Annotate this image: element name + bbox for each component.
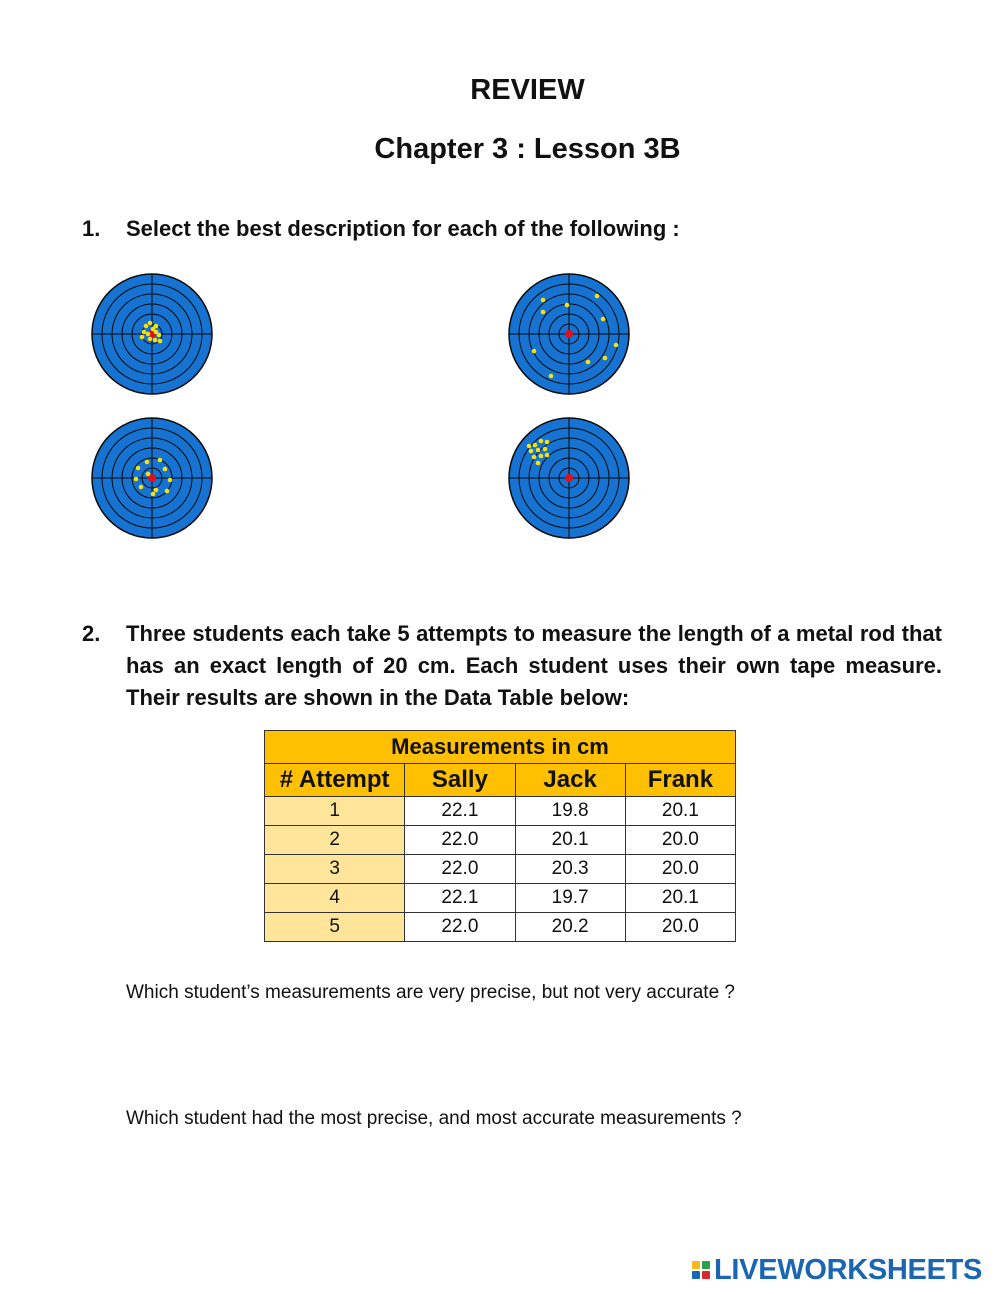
jack-cell: 19.7: [515, 884, 625, 913]
page-title: REVIEW: [470, 74, 585, 106]
attempt-cell: 2: [265, 826, 405, 855]
column-header-jack: Jack: [515, 764, 625, 797]
sally-cell: 22.0: [405, 855, 515, 884]
prompt-most-precise-accurate: Which student had the most precise, and most accurate measurements ?: [126, 1108, 742, 1129]
table-row: [265, 826, 736, 855]
frank-cell: 20.0: [625, 826, 735, 855]
attempt-cell: 3: [265, 855, 405, 884]
target-tight-offcenter: [507, 416, 631, 540]
target-tight-centered: [90, 272, 214, 396]
question-1: [82, 213, 962, 247]
target-scattered: [507, 272, 631, 396]
question-1-text: Select the best description for each of the following :: [126, 216, 680, 241]
page-subtitle: Chapter 3 : Lesson 3B: [374, 133, 681, 165]
jack-cell: 20.2: [515, 913, 625, 942]
jack-cell: 19.8: [515, 797, 625, 826]
measurements-table: [264, 730, 736, 942]
frank-cell: 20.0: [625, 855, 735, 884]
table-row: [265, 855, 736, 884]
sally-cell: 22.1: [405, 884, 515, 913]
bullseye: [565, 474, 573, 482]
question-1-number: 1.: [82, 216, 101, 241]
frank-cell: 20.1: [625, 797, 735, 826]
attempt-cell: 1: [265, 797, 405, 826]
question-2-text: Three students each take 5 attempts to measure the length of a metal rod that has an exact length of 20 cm. Each student uses their own tape measure. Their results are shown in the Data Table below:: [126, 621, 942, 710]
column-header-attempt: # Attempt: [265, 764, 405, 797]
jack-cell: 20.3: [515, 855, 625, 884]
sally-cell: 22.0: [405, 826, 515, 855]
jack-cell: 20.1: [515, 826, 625, 855]
bullseye: [565, 330, 573, 338]
question-2-number: 2.: [82, 621, 101, 646]
liveworksheets-logo: [692, 1253, 982, 1287]
frank-cell: 20.1: [625, 884, 735, 913]
target-spread-around-center: [90, 416, 214, 540]
table-row: [265, 884, 736, 913]
logo-mark-icon: [692, 1261, 710, 1279]
sally-cell: 22.0: [405, 913, 515, 942]
table-row: [265, 797, 736, 826]
attempt-cell: 4: [265, 884, 405, 913]
table-caption: Measurements in cm: [265, 731, 736, 764]
question-2: [82, 618, 942, 718]
sally-cell: 22.1: [405, 797, 515, 826]
table-row: [265, 913, 736, 942]
prompt-precise-not-accurate: Which student’s measurements are very precise, but not very accurate ?: [126, 982, 735, 1003]
frank-cell: 20.0: [625, 913, 735, 942]
logo-text: LIVEWORKSHEETS: [714, 1253, 983, 1286]
column-header-frank: Frank: [625, 764, 735, 797]
attempt-cell: 5: [265, 913, 405, 942]
column-header-sally: Sally: [405, 764, 515, 797]
